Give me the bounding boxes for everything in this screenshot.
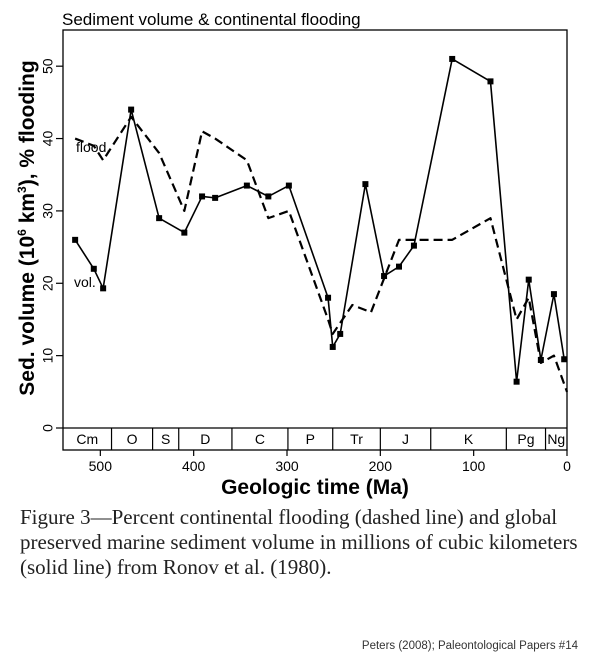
- data-point-vol-16: [396, 264, 402, 270]
- y-label-main: Sed. volume (10: [16, 235, 39, 396]
- y-label-end: ), % flooding: [16, 60, 39, 187]
- period-label-Pg: Pg: [517, 431, 535, 447]
- y-label-sup2: 3: [15, 186, 29, 193]
- period-label-O: O: [126, 431, 138, 447]
- period-label-D: D: [200, 431, 211, 447]
- data-point-vol-2: [100, 285, 106, 291]
- data-point-vol-21: [526, 277, 532, 283]
- series-label-flood: flood.: [76, 139, 111, 155]
- x-tick-label-200: 200: [368, 458, 393, 474]
- chart-title: Sediment volume & continental flooding: [62, 10, 361, 29]
- data-point-vol-6: [199, 193, 205, 199]
- x-axis-label: Geologic time (Ma): [221, 476, 409, 499]
- data-point-vol-17: [411, 243, 417, 249]
- data-point-vol-4: [156, 215, 162, 221]
- data-point-vol-23: [551, 291, 557, 297]
- data-point-vol-24: [561, 356, 567, 362]
- data-point-vol-1: [91, 266, 97, 272]
- series-line-flood: [75, 117, 567, 392]
- y-tick-label-20: 20: [39, 275, 56, 292]
- y-tick-label-50: 50: [39, 58, 56, 74]
- x-tick-label-500: 500: [88, 458, 113, 474]
- data-point-vol-9: [265, 193, 271, 199]
- x-tick-label-0: 0: [563, 458, 571, 474]
- period-label-J: J: [402, 431, 410, 447]
- data-point-vol-19: [487, 78, 493, 84]
- y-label-mid: km: [16, 192, 39, 230]
- data-point-vol-18: [449, 56, 455, 62]
- y-tick-label-10: 10: [39, 347, 56, 364]
- data-point-vol-14: [362, 181, 368, 187]
- y-tick-label-0: 0: [39, 424, 56, 432]
- x-tick-label-100: 100: [461, 458, 486, 474]
- period-label-C: C: [254, 431, 265, 447]
- figure-caption: Figure 3—Percent continental flooding (dashed line) and global preserved marine sediment volume in millions of cubic kilometers (solid line) from Ronov et al. (1980).: [20, 505, 578, 579]
- data-point-vol-3: [128, 107, 134, 113]
- y-axis-label: [15, 60, 39, 395]
- data-point-vol-11: [325, 295, 331, 301]
- y-tick-label-40: 40: [39, 130, 56, 147]
- y-tick-label-30: 30: [39, 203, 56, 219]
- period-label-Ng: Ng: [547, 431, 566, 447]
- data-point-vol-10: [286, 183, 292, 189]
- data-point-vol-13: [337, 331, 343, 337]
- data-point-vol-5: [181, 230, 187, 236]
- data-point-vol-7: [212, 195, 218, 201]
- period-label-Tr: Tr: [350, 431, 363, 447]
- data-point-vol-12: [330, 344, 336, 350]
- data-point-vol-0: [72, 237, 78, 243]
- series-label-vol: vol.: [74, 274, 96, 290]
- x-tick-label-300: 300: [275, 458, 299, 474]
- period-label-P: P: [305, 431, 316, 447]
- period-label-K: K: [463, 431, 474, 447]
- source-citation: Peters (2008); Paleontological Papers #14: [361, 640, 578, 652]
- period-label-S: S: [160, 431, 171, 447]
- data-point-vol-20: [514, 379, 520, 385]
- x-tick-label-400: 400: [181, 458, 206, 474]
- period-label-Cm: Cm: [76, 431, 99, 447]
- data-point-vol-8: [244, 183, 250, 189]
- y-label-sup1: 6: [15, 229, 29, 236]
